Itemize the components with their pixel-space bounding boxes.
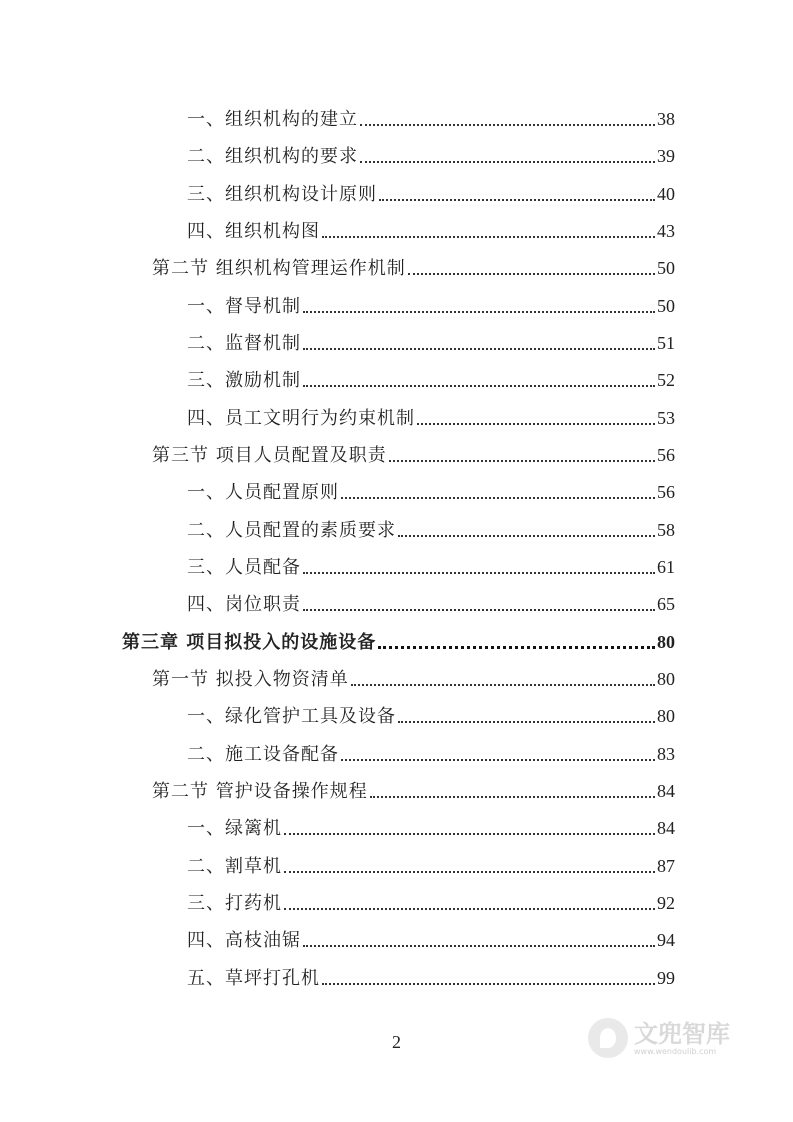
toc-page: 50 xyxy=(657,258,675,278)
toc-leader xyxy=(284,833,655,835)
watermark-logo-icon xyxy=(588,1018,628,1058)
toc-entry[interactable] xyxy=(187,517,675,543)
toc-leader xyxy=(303,348,655,350)
toc-leader xyxy=(370,796,655,798)
toc-leader xyxy=(322,236,655,238)
toc-entry[interactable] xyxy=(187,106,675,132)
toc-page: 61 xyxy=(657,557,675,577)
toc-label: 第一节 拟投入物资清单 xyxy=(152,669,349,690)
toc-page: 80 xyxy=(657,632,675,652)
toc-leader xyxy=(341,759,655,761)
toc-label: 二、施工设备配备 xyxy=(187,744,339,765)
toc-label: 一、绿化管护工具及设备 xyxy=(187,706,396,727)
toc-entry[interactable] xyxy=(187,853,675,879)
toc-label: 二、组织机构的要求 xyxy=(187,146,358,167)
toc-leader xyxy=(351,684,655,686)
toc-leader xyxy=(284,871,655,873)
toc-leader xyxy=(303,609,655,611)
toc-entry[interactable] xyxy=(187,479,675,505)
toc-label: 二、割草机 xyxy=(187,856,282,877)
toc-leader xyxy=(378,646,655,649)
toc-leader xyxy=(322,983,655,985)
toc-page: 80 xyxy=(657,669,675,689)
toc-page: 92 xyxy=(657,893,675,913)
toc-leader xyxy=(417,423,655,425)
toc-label: 三、打药机 xyxy=(187,893,282,914)
toc-label: 二、人员配置的素质要求 xyxy=(187,520,396,541)
toc-entry[interactable] xyxy=(187,181,675,207)
watermark-text xyxy=(634,1021,730,1056)
toc-page: 99 xyxy=(657,968,675,988)
toc-entry[interactable] xyxy=(187,218,675,244)
toc-entry[interactable] xyxy=(187,965,675,991)
toc-page: 84 xyxy=(657,781,675,801)
toc-entry[interactable] xyxy=(187,293,675,319)
toc-label: 三、组织机构设计原则 xyxy=(187,184,377,205)
toc-leader xyxy=(360,161,655,163)
toc-page: 39 xyxy=(657,146,675,166)
toc-label: 三、人员配备 xyxy=(187,557,301,578)
toc-entry[interactable] xyxy=(187,367,675,393)
toc-page: 38 xyxy=(657,109,675,129)
toc-entry[interactable] xyxy=(152,666,675,692)
toc-entry[interactable] xyxy=(152,442,675,468)
toc-page: 53 xyxy=(657,408,675,428)
watermark xyxy=(588,1018,730,1058)
toc-page: 65 xyxy=(657,594,675,614)
toc-page: 43 xyxy=(657,221,675,241)
toc-label: 一、督导机制 xyxy=(187,296,301,317)
toc-label: 四、岗位职责 xyxy=(187,594,301,615)
toc-label: 四、高枝油锯 xyxy=(187,930,301,951)
toc-entry[interactable] xyxy=(187,554,675,580)
toc-leader xyxy=(389,460,655,462)
toc-leader xyxy=(303,572,655,574)
toc-label: 三、激励机制 xyxy=(187,370,301,391)
toc-page: 94 xyxy=(657,930,675,950)
toc-entry[interactable] xyxy=(187,405,675,431)
toc-entry[interactable] xyxy=(152,255,675,281)
toc-page: 52 xyxy=(657,370,675,390)
toc-page: 80 xyxy=(657,706,675,726)
toc-label: 第二节 管护设备操作规程 xyxy=(152,781,368,802)
toc-leader xyxy=(303,945,655,947)
toc-page: 56 xyxy=(657,445,675,465)
toc-leader xyxy=(379,199,655,201)
toc-label: 二、监督机制 xyxy=(187,333,301,354)
toc-page: 40 xyxy=(657,184,675,204)
toc-leader xyxy=(408,273,655,275)
toc-leader xyxy=(360,124,655,126)
toc-page: 84 xyxy=(657,818,675,838)
page-number: 2 xyxy=(392,1032,401,1052)
toc-chapter-entry[interactable] xyxy=(122,629,675,655)
toc-entry[interactable] xyxy=(187,815,675,841)
toc-leader xyxy=(398,721,655,723)
toc-entry[interactable] xyxy=(187,591,675,617)
toc-entry[interactable] xyxy=(187,890,675,916)
toc-label: 一、绿篱机 xyxy=(187,818,282,839)
toc-label: 第三章 项目拟投入的设施设备 xyxy=(122,632,377,653)
toc-leader xyxy=(341,497,655,499)
toc-label: 一、人员配置原则 xyxy=(187,482,339,503)
watermark-title: 文兜智库 xyxy=(634,1019,730,1048)
toc-leader xyxy=(303,311,655,313)
toc-entry[interactable] xyxy=(187,741,675,767)
toc-leader xyxy=(284,908,655,910)
toc-page: 83 xyxy=(657,744,675,764)
toc-leader xyxy=(303,385,655,387)
toc-page: 51 xyxy=(657,333,675,353)
toc-page: 87 xyxy=(657,856,675,876)
toc-label: 四、员工文明行为约束机制 xyxy=(187,408,415,429)
toc-page: 58 xyxy=(657,520,675,540)
watermark-url: www.wendoulib.com xyxy=(634,1046,717,1056)
toc-page: 56 xyxy=(657,482,675,502)
toc-entry[interactable] xyxy=(187,703,675,729)
toc-entry[interactable] xyxy=(152,778,675,804)
toc-label: 一、组织机构的建立 xyxy=(187,109,358,130)
toc-entry[interactable] xyxy=(187,330,675,356)
toc-leader xyxy=(398,535,655,537)
toc-entry[interactable] xyxy=(187,927,675,953)
toc-label: 四、组织机构图 xyxy=(187,221,320,242)
toc-page: 50 xyxy=(657,296,675,316)
toc-label: 第二节 组织机构管理运作机制 xyxy=(152,258,406,279)
toc-entry[interactable] xyxy=(187,143,675,169)
toc-label: 第三节 项目人员配置及职责 xyxy=(152,445,387,466)
toc-label: 五、草坪打孔机 xyxy=(187,968,320,989)
